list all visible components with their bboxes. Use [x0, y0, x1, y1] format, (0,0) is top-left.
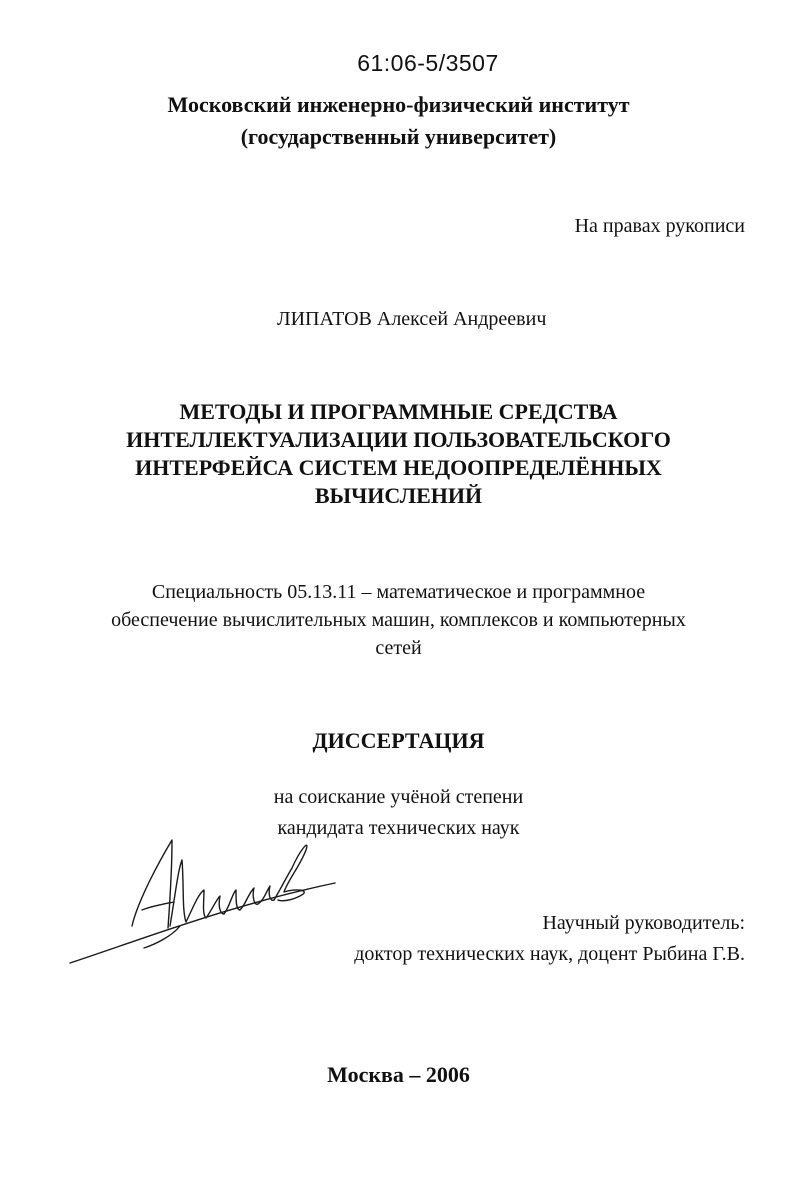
- degree-line-2: кандидата технических наук: [277, 817, 520, 839]
- author-signature: [60, 830, 360, 975]
- title-line-2: ИНТЕЛЛЕКТУАЛИЗАЦИИ ПОЛЬЗОВАТЕЛЬСКОГО: [126, 427, 671, 452]
- specialty-line-2: обеспечение вычислительных машин, комплексов и компьютерных: [111, 609, 686, 631]
- archive-code: 61:06-5/3507: [357, 50, 499, 76]
- title-line-4: ВЫЧИСЛЕНИЙ: [314, 483, 483, 508]
- author-name: ЛИПАТОВ Алексей Андреевич: [277, 308, 547, 330]
- specialty-line-3: сетей: [375, 637, 422, 659]
- institute-status: (государственный университет): [240, 124, 557, 149]
- title-line-1: МЕТОДЫ И ПРОГРАММНЫЕ СРЕДСТВА: [179, 399, 618, 424]
- degree-line-1: на соискание учёной степени: [273, 786, 524, 808]
- title-line-3: ИНТЕРФЕЙСА СИСТЕМ НЕДООПРЕДЕЛЁННЫХ: [135, 455, 662, 480]
- specialty-line-1: Специальность 05.13.11 – математическое и программное: [151, 581, 646, 603]
- supervisor-name: доктор технических наук, доцент Рыбина Г.В.: [354, 943, 745, 965]
- document-type: ДИССЕРТАЦИЯ: [312, 728, 485, 753]
- supervisor-label: Научный руководитель:: [542, 912, 745, 934]
- institute-name: Московский инженерно-физический институт: [167, 92, 630, 117]
- city-year: Москва – 2006: [327, 1062, 470, 1087]
- manuscript-note: На правах рукописи: [574, 215, 745, 237]
